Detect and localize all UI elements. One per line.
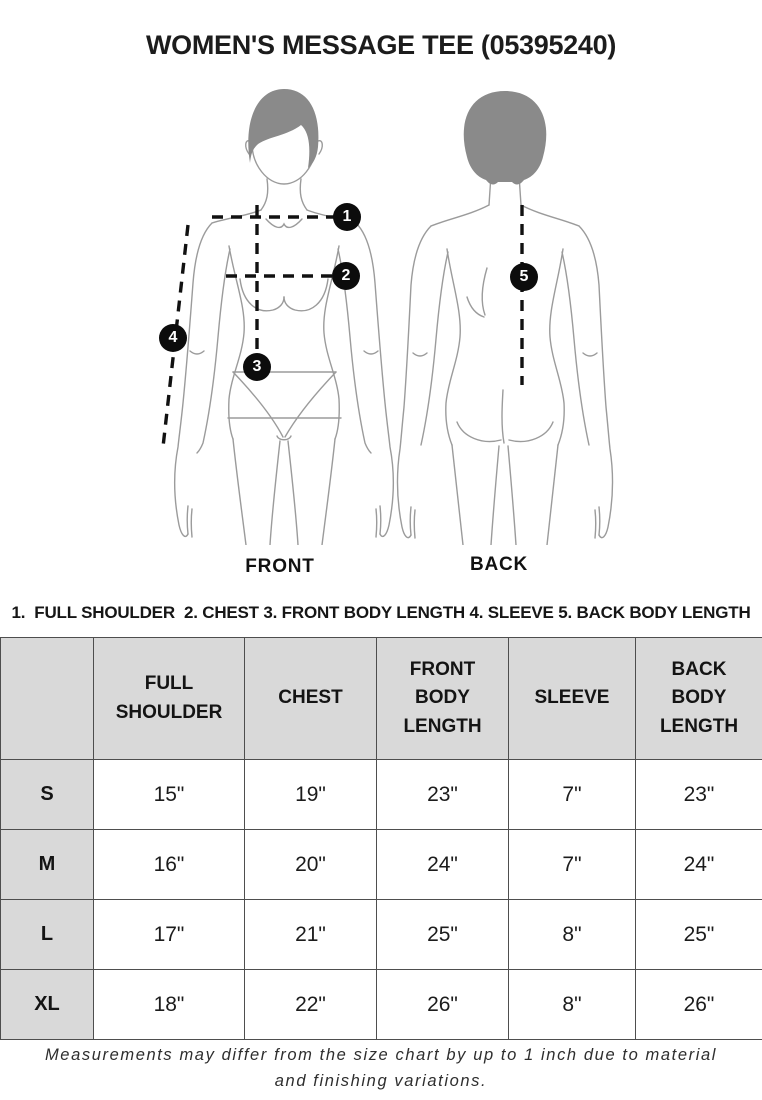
header-front-body-length: FRONT BODY LENGTH [377, 638, 509, 760]
size-label-xl: XL [1, 970, 94, 1040]
l-back-body-length-value: 25" [636, 900, 762, 970]
measurement-legend: 1. FULL SHOULDER 2. CHEST 3. FRONT BODY LENGTH 4. SLEEVE 5. BACK BODY LENGTH [11, 603, 751, 622]
header-sleeve: SLEEVE [509, 638, 636, 760]
s-full-shoulder-value: 15" [94, 760, 245, 830]
marker-5-back-body-length [510, 263, 538, 291]
m-sleeve-value: 7" [509, 830, 636, 900]
measurement-diagram [0, 85, 762, 597]
marker-2-number: 2 [341, 267, 351, 284]
l-chest-value: 21" [245, 900, 377, 970]
front-hair [248, 89, 318, 168]
marker-5-number: 5 [519, 268, 529, 285]
header-full-shoulder: FULL SHOULDER [94, 638, 245, 760]
back-hair [464, 91, 547, 184]
l-full-shoulder-value: 17" [94, 900, 245, 970]
l-front-body-length-value: 25" [377, 900, 509, 970]
marker-3-number: 3 [252, 358, 262, 375]
table-row-size-xl [1, 970, 762, 1040]
m-front-body-length-value: 24" [377, 830, 509, 900]
table-row-size-m [1, 830, 762, 900]
table-row-size-l [1, 900, 762, 970]
s-back-body-length-value: 23" [636, 760, 762, 830]
size-table-header-row [1, 638, 762, 760]
header-size-column [1, 638, 94, 760]
header-chest: CHEST [245, 638, 377, 760]
header-back-body-length: BACK BODY LENGTH [636, 638, 762, 760]
size-table [0, 637, 762, 1040]
xl-chest-value: 22" [245, 970, 377, 1040]
page-title: WOMEN'S MESSAGE TEE (05395240) [145, 30, 617, 60]
table-row-size-s [1, 760, 762, 830]
m-chest-value: 20" [245, 830, 377, 900]
marker-1-full-shoulder [333, 203, 361, 231]
size-label-l: L [1, 900, 94, 970]
xl-back-body-length-value: 26" [636, 970, 762, 1040]
size-label-m: M [1, 830, 94, 900]
m-full-shoulder-value: 16" [94, 830, 245, 900]
marker-3-front-body-length [243, 353, 271, 381]
marker-4-sleeve [159, 324, 187, 352]
body-outline-illustration [0, 85, 762, 545]
measurement-disclaimer: Measurements may differ from the size chart by up to 1 inch due to material and finishing variations. [44, 1046, 718, 1090]
size-label-s: S [1, 760, 94, 830]
xl-front-body-length-value: 26" [377, 970, 509, 1040]
s-sleeve-value: 7" [509, 760, 636, 830]
back-figure-outline [398, 175, 613, 545]
xl-full-shoulder-value: 18" [94, 970, 245, 1040]
back-view-label: BACK [469, 554, 529, 575]
s-front-body-length-value: 23" [377, 760, 509, 830]
front-figure-outline [175, 95, 394, 545]
measurement-lines [163, 205, 522, 447]
m-back-body-length-value: 24" [636, 830, 762, 900]
s-chest-value: 19" [245, 760, 377, 830]
xl-sleeve-value: 8" [509, 970, 636, 1040]
marker-4-number: 4 [168, 329, 178, 346]
l-sleeve-value: 8" [509, 900, 636, 970]
front-view-label: FRONT [245, 556, 315, 577]
marker-2-chest [332, 262, 360, 290]
marker-1-number: 1 [342, 208, 352, 225]
